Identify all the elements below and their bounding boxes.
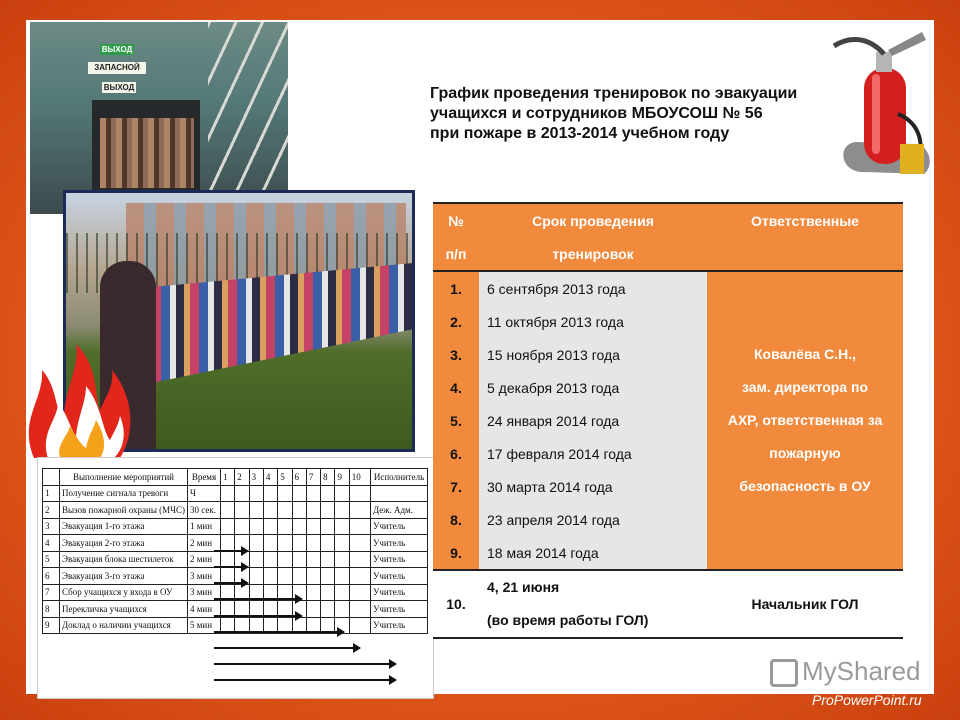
- timeline-arrow: [214, 550, 242, 552]
- plan-row: [43, 502, 428, 519]
- plan-row-num: 5: [43, 551, 60, 568]
- timeline-arrow: [214, 631, 338, 633]
- plan-row-exec: Учитель: [371, 568, 428, 585]
- plan-minute: 3: [249, 469, 263, 486]
- row-date: 23 апреля 2014 года: [479, 503, 707, 536]
- timeline-arrow: [214, 566, 242, 568]
- plan-minute: 5: [278, 469, 292, 486]
- row-num: 9.: [433, 536, 479, 570]
- summer-responsible: Начальник ГОЛ: [707, 570, 903, 638]
- plan-row-exec: Учитель: [371, 601, 428, 618]
- timeline-arrow: [214, 679, 390, 681]
- plan-row-num: 1: [43, 485, 60, 502]
- plan-row-task: Эвакуация блока шестилеток: [60, 551, 188, 568]
- row-num: 1.: [433, 271, 479, 305]
- schedule-row-last: [433, 570, 903, 638]
- training-schedule-table: [433, 202, 903, 639]
- plan-row-num: 9: [43, 617, 60, 634]
- plan-row-exec: Учитель: [371, 617, 428, 634]
- logo-mark-icon: [770, 659, 798, 687]
- timeline-arrow: [214, 663, 390, 665]
- schedule-row: [433, 271, 903, 305]
- plan-row-task: Перекличка учащихся: [60, 601, 188, 618]
- plan-row-num: 6: [43, 568, 60, 585]
- plan-row-time: 3 мин: [187, 584, 220, 601]
- plan-minute: 9: [335, 469, 349, 486]
- exit-sign-2: ВЫХОД: [103, 83, 135, 92]
- plan-header-task: Выполнение мероприятий: [60, 469, 188, 486]
- responsible-line: АХР, ответственная за: [727, 412, 883, 428]
- plan-row-time: 1 мин: [187, 518, 220, 535]
- plan-row-num: 8: [43, 601, 60, 618]
- plan-row-time: 3 мин: [187, 568, 220, 585]
- myshared-logo: [770, 656, 921, 687]
- row-num: 6.: [433, 437, 479, 470]
- plan-row-task: Вызов пожарной охраны (МЧС): [60, 502, 188, 519]
- plan-row-num: 4: [43, 535, 60, 552]
- timeline-arrow: [214, 598, 296, 600]
- plan-row-task: Эвакуация 3-го этажа: [60, 568, 188, 585]
- stairwell-photo: [30, 22, 288, 214]
- plan-row-exec: Учитель: [371, 551, 428, 568]
- plan-minute: 4: [263, 469, 277, 486]
- plan-row-exec: Деж. Адм.: [371, 502, 428, 519]
- plan-row-num: 7: [43, 584, 60, 601]
- plan-header-exec: Исполнитель: [371, 469, 428, 486]
- row-date: 15 ноября 2013 года: [479, 338, 707, 371]
- plan-minute: 10: [349, 469, 370, 486]
- title-line-2: учащихся и сотрудников МБОУСОШ № 56: [430, 105, 763, 122]
- row-num: 2.: [433, 305, 479, 338]
- plan-row-task: Эвакуация 1-го этажа: [60, 518, 188, 535]
- row-num: 7.: [433, 470, 479, 503]
- responsible-line: Ковалёва С.Н.,: [754, 346, 856, 362]
- row-num: 5.: [433, 404, 479, 437]
- summer-date-line: (во время работы ГОЛ): [487, 612, 649, 628]
- logo-text: MyShared: [802, 656, 921, 686]
- plan-row-time: Ч: [187, 485, 220, 502]
- plan-minute: 2: [235, 469, 249, 486]
- schedule-header-row-2: [433, 237, 903, 271]
- plan-row-time: 2 мин: [187, 551, 220, 568]
- timeline-arrow: [214, 647, 354, 649]
- row-num: 10.: [433, 570, 479, 638]
- row-date: 6 сентября 2013 года: [479, 271, 707, 305]
- plan-row-exec: [371, 485, 428, 502]
- timeline-arrow: [214, 615, 296, 617]
- plan-row-num: 3: [43, 518, 60, 535]
- schedule-header-row: [433, 203, 903, 237]
- title-line-3: при пожаре в 2013-2014 учебном году: [430, 125, 730, 142]
- plan-row-time: 30 сек.: [187, 502, 220, 519]
- exit-sign: ВЫХОД: [101, 45, 133, 54]
- students-crowd: [100, 118, 194, 188]
- header-date: Срок проведения: [479, 203, 707, 237]
- row-num: 8.: [433, 503, 479, 536]
- plan-row-task: Эвакуация 2-го этажа: [60, 535, 188, 552]
- plan-minute: 1: [220, 469, 234, 486]
- plan-row: [43, 518, 428, 535]
- plan-header-time: Время: [187, 469, 220, 486]
- summer-date-line: 4, 21 июня: [487, 579, 560, 595]
- plan-row: [43, 535, 428, 552]
- site-watermark: ProPowerPoint.ru: [812, 692, 922, 708]
- row-date: 11 октября 2013 года: [479, 305, 707, 338]
- flame-icon: [24, 340, 142, 460]
- header-num: №: [433, 203, 479, 237]
- row-date: 18 мая 2014 года: [479, 536, 707, 570]
- row-num: 4.: [433, 371, 479, 404]
- responsible-line: зам. директора по: [742, 379, 868, 395]
- plan-header-row: [43, 469, 428, 486]
- plan-row-time: 5 мин: [187, 617, 220, 634]
- header-date-sub: тренировок: [479, 237, 707, 271]
- plan-row-exec: Учитель: [371, 518, 428, 535]
- stair-railing: [208, 22, 288, 214]
- responsible-line: безопасность в ОУ: [739, 478, 871, 494]
- title-line-1: График проведения тренировок по эвакуации: [430, 85, 798, 102]
- plan-row-time: 2 мин: [187, 535, 220, 552]
- plan-row-task: Доклад о наличии учащихся: [60, 617, 188, 634]
- plan-row-num: 2: [43, 502, 60, 519]
- plan-row-task: Сбор учащихся у входа в ОУ: [60, 584, 188, 601]
- row-date-summer: [479, 570, 707, 638]
- plan-row: [43, 485, 428, 502]
- row-date: 5 декабря 2013 года: [479, 371, 707, 404]
- row-date: 17 февраля 2014 года: [479, 437, 707, 470]
- plan-row-time: 4 мин: [187, 601, 220, 618]
- slide-title: [430, 84, 870, 144]
- plan-minute: 7: [306, 469, 320, 486]
- row-date: 30 марта 2014 года: [479, 470, 707, 503]
- plan-row-exec: Учитель: [371, 535, 428, 552]
- timeline-arrow: [214, 582, 242, 584]
- row-date: 24 января 2014 года: [479, 404, 707, 437]
- plan-minute: 6: [292, 469, 306, 486]
- header-num-sub: п/п: [433, 237, 479, 271]
- plan-minute: 8: [321, 469, 335, 486]
- responsible-person: [707, 271, 903, 570]
- spare-exit-sign: ЗАПАСНОЙ: [88, 62, 146, 74]
- plan-row-exec: Учитель: [371, 584, 428, 601]
- evacuation-timeline-table: [37, 457, 434, 699]
- header-responsible: Ответственные: [707, 203, 903, 237]
- plan-row-task: Получение сигнала тревоги: [60, 485, 188, 502]
- row-num: 3.: [433, 338, 479, 371]
- responsible-line: пожарную: [769, 445, 841, 461]
